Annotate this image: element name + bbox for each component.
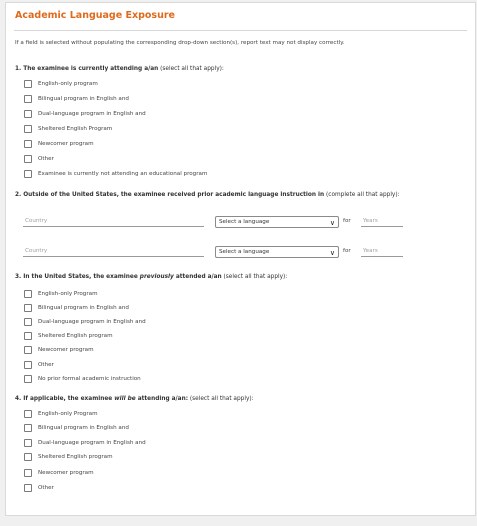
country-input-2[interactable]: Country: [23, 247, 204, 257]
notice-text: If a field is selected without populating the corresponding drop-down section(s), report text may not display correctly.: [15, 40, 345, 46]
option-label: Other: [38, 361, 54, 368]
option-label: Newcomer program: [38, 469, 94, 476]
option-label: Dual-language program in English and: [38, 439, 146, 446]
checkbox[interactable]: [24, 484, 32, 492]
option-label: Other: [38, 484, 54, 491]
option-label: English-only Program: [38, 410, 98, 417]
q3-option-english-only[interactable]: [24, 289, 98, 298]
option-label: Dual-language program in English and: [38, 110, 146, 117]
section-title: Academic Language Exposure: [15, 10, 175, 21]
q3-option-newcomer[interactable]: [24, 345, 94, 354]
q3-label-italic: previously: [139, 274, 174, 280]
checkbox[interactable]: [24, 95, 32, 103]
option-label: No prior formal academic instruction: [38, 375, 141, 382]
q1-option-dual-language[interactable]: [24, 109, 146, 118]
q4-option-sheltered[interactable]: [24, 452, 113, 461]
checkbox[interactable]: [24, 304, 32, 312]
option-label: Sheltered English program: [38, 453, 113, 460]
checkbox[interactable]: [24, 80, 32, 88]
q1-label-rest: (select all that apply):: [158, 66, 224, 72]
q3-option-bilingual[interactable]: [24, 303, 129, 312]
q1-option-newcomer[interactable]: [24, 139, 94, 148]
q3-label-bold-a: 3. In the United States, the examinee: [15, 274, 140, 280]
q3-option-sheltered[interactable]: [24, 331, 113, 340]
q2-label-bold: 2. Outside of the United States, the examinee received prior academic language instruction in: [15, 192, 325, 198]
option-label: Newcomer program: [38, 346, 94, 353]
years-input-2[interactable]: Years: [361, 247, 403, 257]
q3-label: [15, 274, 287, 280]
language-select-value: Select a language: [219, 219, 270, 225]
q1-option-bilingual[interactable]: [24, 94, 129, 103]
q1-option-other[interactable]: [24, 154, 54, 163]
q1-option-not-attending[interactable]: [24, 169, 207, 178]
option-label: Other: [38, 155, 54, 162]
option-label: English-only Program: [38, 290, 98, 297]
language-select-2[interactable]: [215, 246, 339, 258]
checkbox[interactable]: [24, 346, 32, 354]
checkbox[interactable]: [24, 140, 32, 148]
checkbox[interactable]: [24, 453, 32, 461]
language-select-value: Select a language: [219, 249, 270, 255]
option-label: Examinee is currently not attending an educational program: [38, 170, 208, 177]
q1-option-sheltered[interactable]: [24, 124, 112, 133]
q1-label: [15, 66, 224, 72]
checkbox[interactable]: [24, 125, 32, 133]
q1-label-bold: 1. The examinee is currently attending a/an: [15, 66, 159, 72]
q4-label-rest: (select all that apply):: [188, 396, 254, 402]
country-input-1[interactable]: Country: [23, 217, 204, 227]
chevron-down-icon: ∨: [329, 219, 335, 227]
q3-label-bold-b: attended a/an: [173, 274, 222, 280]
option-label: English-only program: [38, 80, 98, 87]
q4-label-bold-b: attending a/an:: [135, 396, 189, 402]
q4-option-other[interactable]: [24, 483, 54, 492]
q3-option-no-prior[interactable]: [24, 374, 141, 383]
option-label: Bilingual program in English and: [38, 95, 129, 102]
option-label: Newcomer program: [38, 140, 94, 147]
q4-option-english-only[interactable]: [24, 409, 98, 418]
option-label: Bilingual program in English and: [38, 424, 129, 431]
checkbox[interactable]: [24, 332, 32, 340]
q2-label: [15, 192, 400, 198]
checkbox[interactable]: [24, 361, 32, 369]
checkbox[interactable]: [24, 424, 32, 432]
checkbox[interactable]: [24, 375, 32, 383]
for-label: for: [343, 248, 351, 254]
checkbox[interactable]: [24, 469, 32, 477]
title-divider: [14, 30, 467, 31]
option-label: Bilingual program in English and: [38, 304, 129, 311]
checkbox[interactable]: [24, 110, 32, 118]
q4-option-bilingual[interactable]: [24, 423, 129, 432]
q3-option-other[interactable]: [24, 360, 54, 369]
option-label: Sheltered English program: [38, 332, 113, 339]
option-label: Dual-language program in English and: [38, 318, 146, 325]
q4-label: [15, 396, 254, 402]
q4-option-dual-language[interactable]: [24, 438, 146, 447]
q4-option-newcomer[interactable]: [24, 468, 94, 477]
q3-label-rest: (select all that apply):: [221, 274, 288, 280]
q1-option-english-only[interactable]: [24, 79, 98, 88]
language-select-1[interactable]: [215, 216, 339, 228]
q4-label-bold-a: 4. If applicable, the examinee: [15, 396, 115, 402]
checkbox[interactable]: [24, 318, 32, 326]
option-label: Sheltered English Program: [38, 125, 113, 132]
q3-option-dual-language[interactable]: [24, 317, 146, 326]
checkbox[interactable]: [24, 439, 32, 447]
q4-label-italic: will be: [114, 396, 136, 402]
checkbox[interactable]: [24, 170, 32, 178]
q2-label-rest: (complete all that apply):: [324, 192, 400, 198]
checkbox[interactable]: [24, 410, 32, 418]
years-input-1[interactable]: Years: [361, 217, 403, 227]
checkbox[interactable]: [24, 155, 32, 163]
academic-language-exposure-card: [5, 2, 476, 516]
chevron-down-icon: ∨: [329, 249, 335, 257]
for-label: for: [343, 218, 351, 224]
checkbox[interactable]: [24, 290, 32, 298]
